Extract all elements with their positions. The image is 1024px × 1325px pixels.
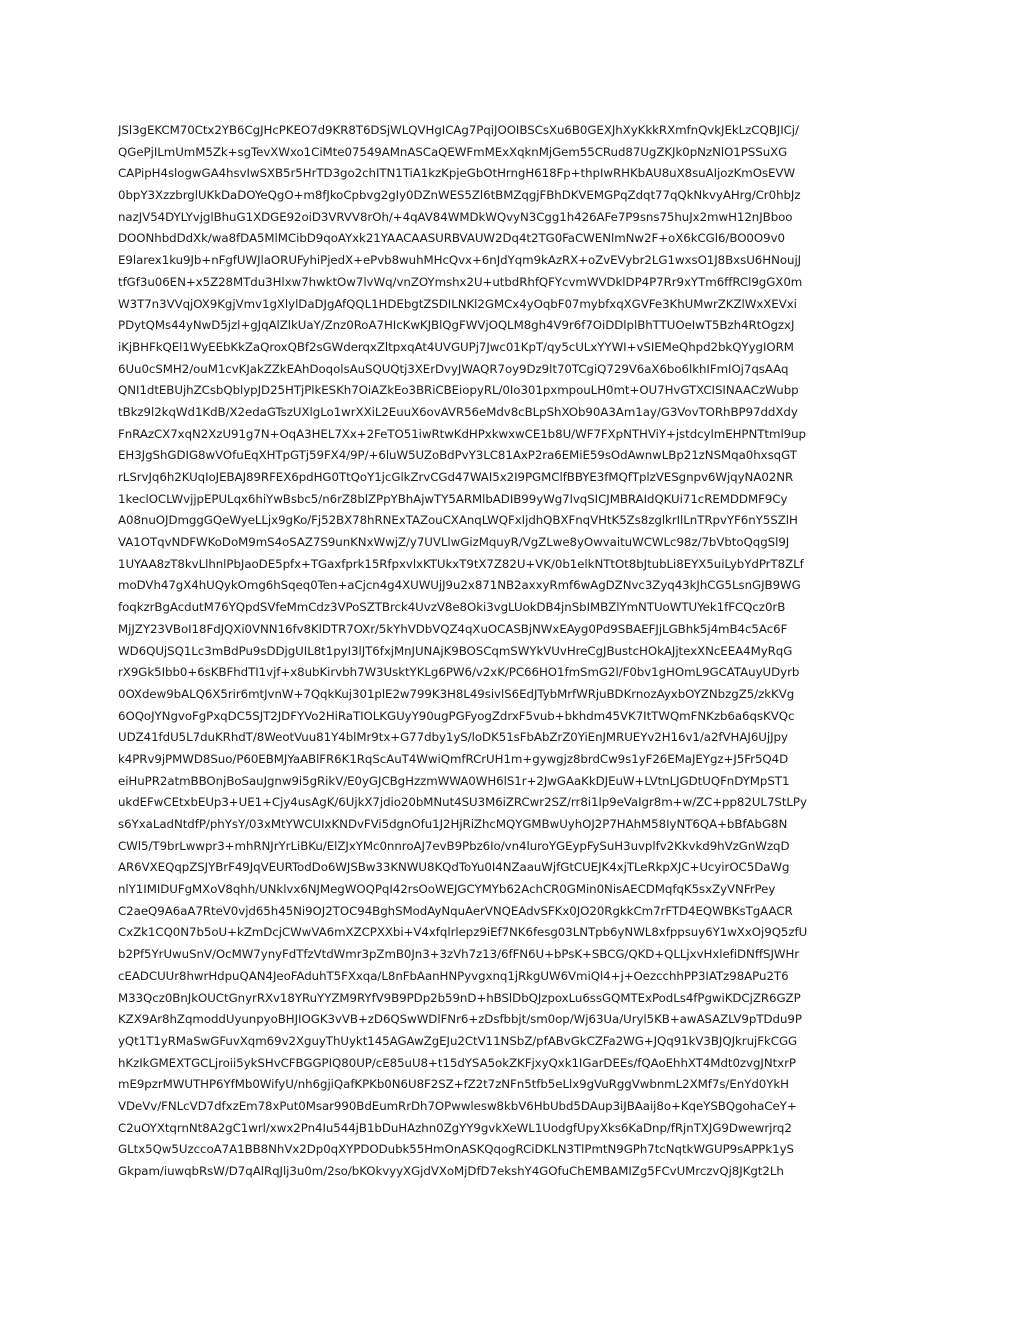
text-line: b2Pf5YrUwuSnV/OcMW7ynyFdTfzVtdWmr3pZmB0Jn3+3zVh7z13/6fFN6U+bPsK+SBCG/QKD+QLLjxvHxlefiDNffSJWHr	[118, 947, 800, 962]
text-line: 6OQoJYNgvoFgPxqDC5SJT2JDFYVo2HiRaTIOLKGUyY90ugPGFyogZdrxF5vub+bkhdm45VK7ItTWQmFNKzb6a6qsKVQc	[118, 708, 795, 723]
text-line: ukdEFwCEtxbEUp3+UE1+Cjy4usAgK/6UjkX7jdio20bMNut4SU3M6iZRCwr2SZ/rr8i1lp9eVaIgr8m+w/ZC+pp82UL7StLPy	[118, 795, 807, 810]
text-line: GLtx5Qw5UzccoA7A1BB8NhVx2Dp0qXYPDODubk55HmOnASKQqogRCiDKLN3TlPmtN9GPh7tcNqtkWGUP9sAPPk1yS	[118, 1142, 794, 1157]
text-line: VA1OTqvNDFWKoDoM9mS4oSAZ7S9unKNxWwjZ/y7UVLlwGizMquyR/VgZLwe8yOwvaituWCWLc98z/7bVbtoQqgSl9J	[118, 535, 790, 550]
text-line: 6Uu0cSMH2/ouM1cvKJakZZkEAhDoqolsAuSQUQtj3XErDvyJWAQR7oy9Dz9lt70TCgiQ729V6aX6bo6lkhIFmIOj7qsAAq	[118, 361, 789, 376]
text-line: C2aeQ9A6aA7RteV0vjd65h45Ni9OJ2TOC94BghSModAyNquAerVNQEAdvSFKx0JO20RgkkCm7rFTD4EQWBKsTgAACR	[118, 903, 793, 918]
text-line: MjJZY23VBoI18FdJQXi0VNN16fv8KlDTR7OXr/5kYhVDbVQZ4qXuOCASBjNWxEAyg0Pd9SBAEFJjLGBhk5j4mB4c5Ac6F	[118, 621, 788, 636]
text-line: 0bpY3XzzbrglUKkDaDOYeQgO+m8fJkoCpbvg2gIy0DZnWES5Zl6tBMZqgjFBhDKVEMGPqZdqt77qQkNkvyAHrg/Cr0hbJz	[118, 188, 801, 203]
text-line: WD6QUjSQ1Lc3mBdPu9sDDjgUIL8t1pyI3lJT6fxjMnJUNAjK9BOSCqmSWYkVUvHreCgJBustcHOkAJjtexXNcEEA4MyRqG	[118, 643, 793, 658]
text-line: DOONhbdDdXk/wa8fDA5MlMCibD9qoAYxk21YAACAASURBVAUW2Dq4t2TG0FaCWENlmNw2F+oX6kCGl6/BO0O9v0	[118, 231, 785, 246]
text-line: C2uOYXtqrnNt8A2gC1wrl/xwx2Pn4Iu544jB1bDuHAzhn0ZgYY9gvkXeWL1UodgfUpyXks6KaDnp/fRjnTXJG9Dwewrjrq2	[118, 1120, 792, 1135]
text-line: k4PRv9jPMWD8Suo/P60EBMJYaABlFR6K1RqScAuT4WwiQmfRCrUH1m+gywgjz8brdCw9s1yF26EMaJEYgz+J5Fr5Q4D	[118, 751, 789, 766]
text-line: FnRAzCX7xqN2XzU91g7N+OqA3HEL7Xx+2FeTO51iwRtwKdHPxkwxwCE1b8U/WF7FXpNTHViY+jstdcylmEHPNTtml9up	[118, 426, 806, 441]
text-line: yQt1T1yRMaSwGFuvXqm69v2XguyThUykt145AGAwZgEJu2CtV11NSbZ/pfABvGkCZFa2WG+JQq91kV3BJQJkrujFkCGG	[118, 1033, 798, 1048]
text-line: nazJV54DYLYvjglBhuG1XDGE92oiD3VRVV8rOh/+4qAV84WMDkWQvyN3Cgg1h426AFe7P9sns75huJx2mwH12nJBboo	[118, 209, 793, 224]
text-line: nlY1IMIDUFgMXoV8qhh/UNklvx6NJMegWOQPqI42rsOoWEJGCYMYb62AchCR0GMin0NisAECDMqfqK5sxZyVNFrPey	[118, 882, 776, 897]
text-line: E9larex1ku9Jb+nFgfUWJlaORUFyhiPjedX+ePvb8wuhMHcQvx+6nJdYqm9kAzRX+oZvEVybr2LG1wxsO1J8BxsU6HNoujJ	[118, 253, 802, 268]
text-line: 1UYAA8zT8kvLlhnlPbJaoDE5pfx+TGaxfprk15RfpxvlxKTUkxT9tX7Z82U+VK/0b1elkNTtOt8bJtubLi8EYX5uiLybYdPrT8ZLf	[118, 556, 804, 571]
text-line: mE9pzrMWUTHP6YfMb0WifyU/nh6gjiQafKPKb0N6U8F2SZ+fZ2t7zNFn5tfb5eLlx9gVuRggVwbnmL2XMf7s/EnYd0YkH	[118, 1077, 789, 1092]
text-line: PDytQMs44yNwD5jzl+gJqAlZlkUaY/Znz0RoA7HIcKwKJBlQgFWVjOQLM8gh4V9r6f7OiDDlplBhTTUOeIwT5Bzh4RtOgzxJ	[118, 318, 795, 333]
text-line: W3T7n3VVqjOX9KgjVmv1gXlylDaDJgAfQQL1HDEbgtZSDILNKl2GMCx4yOqbF07mybfxqXGVFe3KhUMwrZKZlWxXEVxi	[118, 296, 797, 311]
text-line: QGePjILmUmM5Zk+sgTevXWxo1CiMte07549AMnASCaQEWFmMExXqknMjGem55CRud87UgZKJk0pNzNlO1PSSuXG	[118, 144, 788, 159]
text-line: VDeVv/FNLcVD7dfxzEm78xPut0Msar990BdEumRrDh7OPwwlesw8kbV6HbUbd5DAup3iJBAaij8o+KqeYSBQgohaCeY+	[118, 1098, 797, 1113]
text-line: hKzIkGMEXTGCLjroii5ykSHvCFBGGPIQ80UP/cE85uU8+t15dYSA5okZKFjxyQxk1IGarDEEs/fQAoEhhXT4Mdt0zvgJNtxrP	[118, 1055, 796, 1070]
text-line: 1keclOCLWvjjpEPULqx6hiYwBsbc5/n6rZ8blZPpYBhAjwTY5ARMlbADIB99yWg7lvqSICJMBRAIdQKUi71cREMDDMF9Cy	[118, 491, 788, 506]
text-line: UDZ41fdU5L7duKRhdT/8WeotVuu81Y4blMr9tx+G77dby1yS/loDK51sFbAbZrZ0YiEnJMRUEYv2H16v1/a2fVHAJ6UjJpy	[118, 730, 788, 745]
text-line: rLSrvJq6h2KUqIoJEBAJ89RFEX6pdHG0TtQoY1jcGlkZrvCGd47WAI5x2I9PGMClfBBYE3fMQfTplzVESgnpv6WjqyNA02NR	[118, 470, 794, 484]
text-line: cEADCUUr8hwrHdpuQAN4JeoFAduhT5FXxqa/L8nFbAanHNPyvgxnq1jRkgUW6VmiQl4+j+OezcchhPP3IATz98APu2T6	[118, 968, 789, 983]
text-line: rX9Gk5Ibb0+6sKBFhdTI1vjf+x8ubKirvbh7W3UsktYKLg6PW6/v2xK/PC66HO1fmSmG2l/F0bv1gHOmL9GCATAuyUDyrb	[118, 665, 800, 680]
text-line: AR6VXEQqpZSJYBrF49JqVEURTodDo6WJSBw33KNWU8KQdToYu0I4NZaauWjfGtCUEJK4xjTLeRkpXJC+UcyirOC5DaWg	[118, 860, 790, 875]
text-line: moDVh47gX4hUQykOmg6hSqeq0Ten+aCjcn4g4XUWUjJ9u2x871NB2axxyRmf6wAgDZNvc3Zyq43kJhCG5LsnGJB9WG	[118, 578, 801, 593]
encoded-text-block	[118, 120, 904, 1183]
text-line: M33Qcz0BnJkOUCtGnyrRXv18YRuYYZM9RYfV9B9PDp2b59nD+hBSlDbQJzpoxLu6ssGQMTExPodLs4fPgwiKDCjZR6GZP	[118, 990, 801, 1005]
text-line: 0OXdew9bALQ6X5rir6mtJvnW+7QqkKuj301plE2w799K3H8L49sivlS6EdJTybMrfWRjuBDKrnozAyxbOYZNbzgZ5/zkKVg	[118, 686, 795, 701]
text-line: CWl5/T9brLwwpr3+mhRNJrYrLiBKu/ElZJxYMc0nnroAJ7evB9Pbz6Io/vn4luroYGEypFySuH3uvplfv2Kkvkd9hVzGnWzqD	[118, 838, 790, 853]
text-line: foqkzrBgAcdutM76YQpdSVfeMmCdz3VPoSZTBrck4UvzV8e8Oki3vgLUokDB4jnSbIMBZlYmNTUoWTUYek1fFCQcz0rB	[118, 600, 786, 615]
text-line: EH3JgShGDIG8wVOfuEqXHTpGTj59FX4/9P/+6luW5UZoBdPvY3LC81AxP2ra6EMiE59sOdAwnwLBp21zNSMqa0hxsqGT	[118, 448, 797, 463]
text-line: tfGf3u06EN+x5Z28MTdu3Hlxw7hwktOw7lvWq/vnZOYmshx2U+utbdRhfQFYcvmWVDklDP4P7Rr9xYTm6ffRCl9gGX0m	[118, 274, 803, 289]
text-line: s6YxaLadNtdfP/phYsY/03xMtYWCUIxKNDvFVi5dgnOfu1J2HjRiZhcMQYGMBwUyhOJ2P7HAhM58IyNT6QA+bBfAbG8N	[118, 817, 788, 831]
text-line: KZX9Ar8hZqmoddUyunpyoBHJIOGK3vVB+zD6QSwWDlFNr6+zDsfbbjt/sm0op/Wj63Ua/Uryl5KB+awASAZLV9pTDdu9P	[118, 1012, 802, 1027]
text-line: QNI1dtEBUjhZCsbQblypJD25HTjPlkESKh7OiAZkEo3BRiCBEiopyRL/0Io301pxmpouLH0mt+OU7HvGTXCISINAACzWubp	[118, 383, 799, 398]
text-line: CxZk1CQ0N7b5oU+kZmDcjCWwVA6mXZCPXXbi+V4xfqlrlepz9iEf7NK6fesg03LNTpb6yNWL8xfppsuy6Y1wXxOj9Q5zfU	[118, 925, 808, 940]
text-line: Gkpam/iuwqbRsW/D7qAlRqJlj3u0m/2so/bKOkvyyXGjdVXoMjDfD7ekshY4GOfuChEMBAMIZg5FCvUMrczvQj8JKgt2Lh	[118, 1164, 784, 1178]
text-line: CAPipH4slogwGA4hsvIwSXB5r5HrTD3go2chITN1TiA1kzKpjeGbOtHrngH618Fp+thpIwRHKbAU8uX8suAIjozKmOsEVW	[118, 166, 796, 181]
text-line: A08nuOJDmggGQeWyeLLjx9gKo/Fj52BX78hRNExTAZouCXAnqLWQFxIjdhQBXFnqVHtK5Zs8zglkrIlLnTRpvYF6nY5SZlH	[118, 513, 798, 528]
text-line: JSl3gEKCM70Ctx2YB6CgJHcPKEO7d9KR8T6DSjWLQVHgICAg7PqiJOOIBSCsXu6B0GEXJhXyKkkRXmfnQvkJEkLzCQBJICj/	[118, 123, 799, 137]
text-line: eiHuPR2atmBBOnjBoSauJgnw9i5gRikV/E0yGJCBgHzzmWWA0WH6lS1r+2JwGAaKkDJEuW+LVtnLJGDtUQFnDYMpST1	[118, 773, 790, 788]
text-line: iKjBHFkQEl1WyEEbKkZaQroxQBf2sGWderqxZltpxqAt4UVGUPj7Jwc01KpT/qy5cULxYYWI+vSIEMeQhpd2bkQYygIORM	[118, 339, 794, 354]
text-line: tBkz9l2kqWd1KdB/X2edaGTszUXlgLo1wrXXiL2EuuX6ovAVR56eMdv8cBLpShXOb90A3Am1ay/G3VovTORhBP97ddXdy	[118, 404, 798, 419]
